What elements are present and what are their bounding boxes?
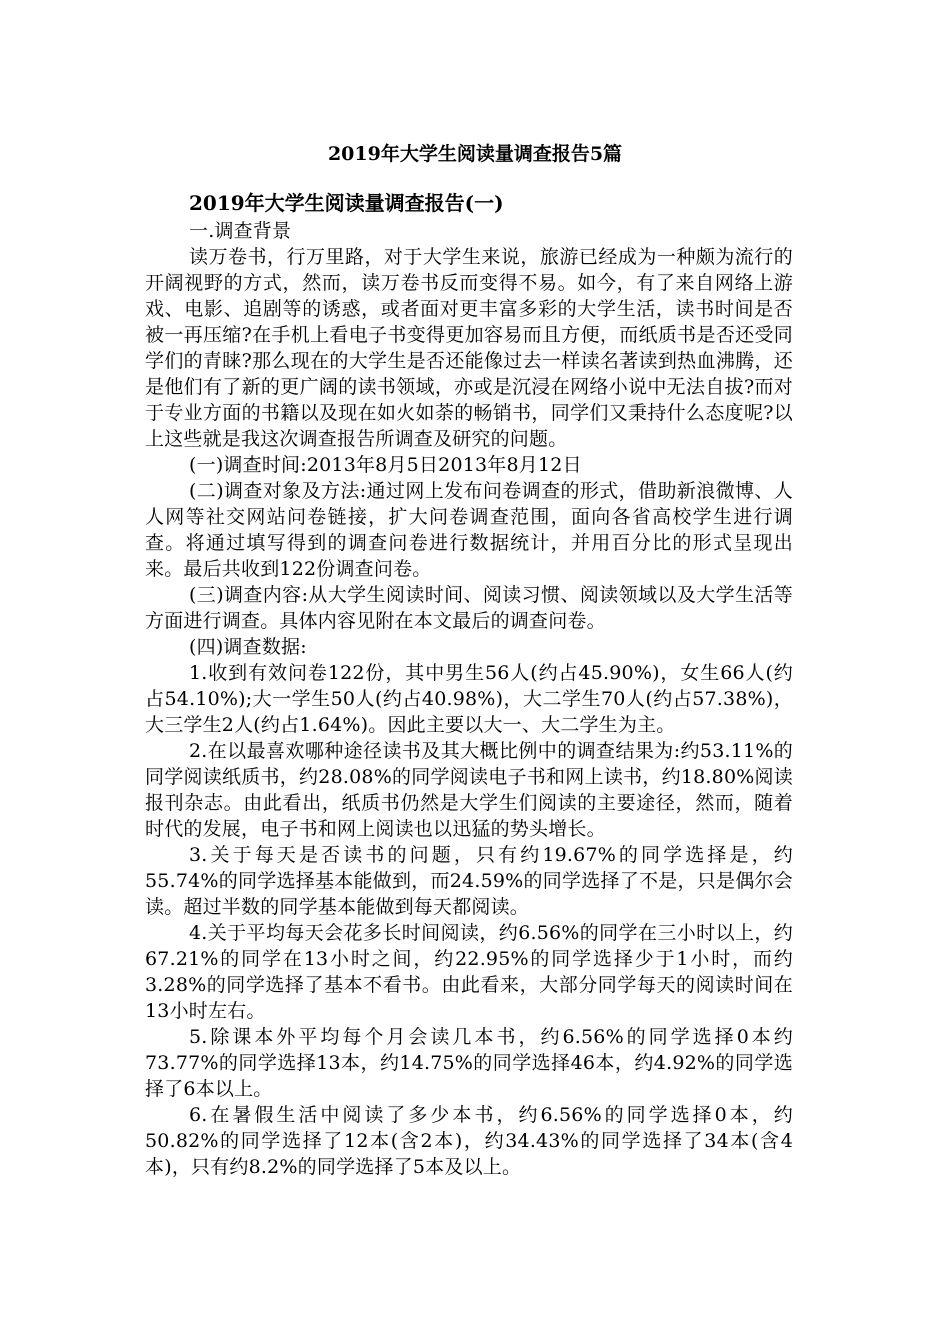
paragraph-data-1: 1.收到有效问卷122份，其中男生56人(约占45.90%)，女生66人(约占54.10%);大一学生50人(约占40.98%)，大二学生70人(约占57.38%)，大三学生2人(约占1.64%)。因此主要以大一、大二学生为主。 xyxy=(145,662,793,736)
section-title: 2019年大学生阅读量调查报告(一) xyxy=(189,191,504,215)
paragraph-survey-time: (一)调查时间:2013年8月5日2013年8月12日 xyxy=(189,454,582,476)
document-body xyxy=(145,188,793,1180)
paragraph-data-2: 2.在以最喜欢哪种途径读书及其大概比例中的调查结果为:约53.11%的同学阅读纸质书，约28.08%的同学阅读电子书和网上读书，约18.80%阅读报刊杂志。由此看出，纸质书仍然是大学生们阅读的主要途径，然而，随着时代的发展，电子书和网上阅读也以迅猛的势头增长。 xyxy=(145,740,793,840)
paragraph-survey-data-heading: (四)调查数据: xyxy=(189,636,307,658)
paragraph-data-4: 4.关于平均每天会花多长时间阅读，约6.56%的同学在三小时以上，约67.21%的同学在13小时之间，约22.95%的同学选择少于1小时，而约3.28%的同学选择了基本不看书。由此看来，大部分同学每天的阅读时间在13小时左右。 xyxy=(145,922,793,1022)
paragraph-data-5: 5.除课本外平均每个月会读几本书，约6.56%的同学选择0本约73.77%的同学选择13本，约14.75%的同学选择46本，约4.92%的同学选择了6本以上。 xyxy=(145,1026,793,1100)
paragraph-data-6: 6.在暑假生活中阅读了多少本书，约6.56%的同学选择0本，约50.82%的同学选择了12本(含2本)，约34.43%的同学选择了34本(含4本)，只有约8.2%的同学选择了5本及以上。 xyxy=(145,1104,793,1178)
paragraph-data-3: 3.关于每天是否读书的问题，只有约19.67%的同学选择是，约55.74%的同学选择基本能做到，而24.59%的同学选择了不是，只是偶尔会读。超过半数的同学基本能做到每天都阅读。 xyxy=(145,844,793,918)
paragraph-survey-content: (三)调查内容:从大学生阅读时间、阅读习惯、阅读领域以及大学生活等方面进行调查。具体内容见附在本文最后的调查问卷。 xyxy=(145,584,793,632)
paragraph-survey-method: (二)调查对象及方法:通过网上发布问卷调查的形式，借助新浪微博、人人网等社交网站问卷链接，扩大问卷调查范围，面向各省高校学生进行调查。将通过填写得到的调查问卷进行数据统计，并用百分比的形式呈现出来。最后共收到122份调查问卷。 xyxy=(145,480,793,580)
document-title: 2019年大学生阅读量调查报告5篇 xyxy=(327,143,623,165)
heading-background: 一.调查背景 xyxy=(189,220,292,242)
paragraph-background: 读万卷书，行万里路，对于大学生来说，旅游已经成为一种颇为流行的开阔视野的方式，然而，读万卷书反而变得不易。如今，有了来自网络上游戏、电影、追剧等的诱惑，或者面对更丰富多彩的大学生活，读书时间是否被一再压缩?在手机上看电子书变得更加容易而且方便，而纸质书是否还受同学们的青睐?那么现在的大学生是否还能像过去一样读名著读到热血沸腾，还是他们有了新的更广阔的读书领域，亦或是沉浸在网络小说中无法自拔?而对于专业方面的书籍以及现在如火如荼的畅销书，同学们又秉持什么态度呢?以上这些就是我这次调查报告所调查及研究的问题。 xyxy=(145,246,793,450)
